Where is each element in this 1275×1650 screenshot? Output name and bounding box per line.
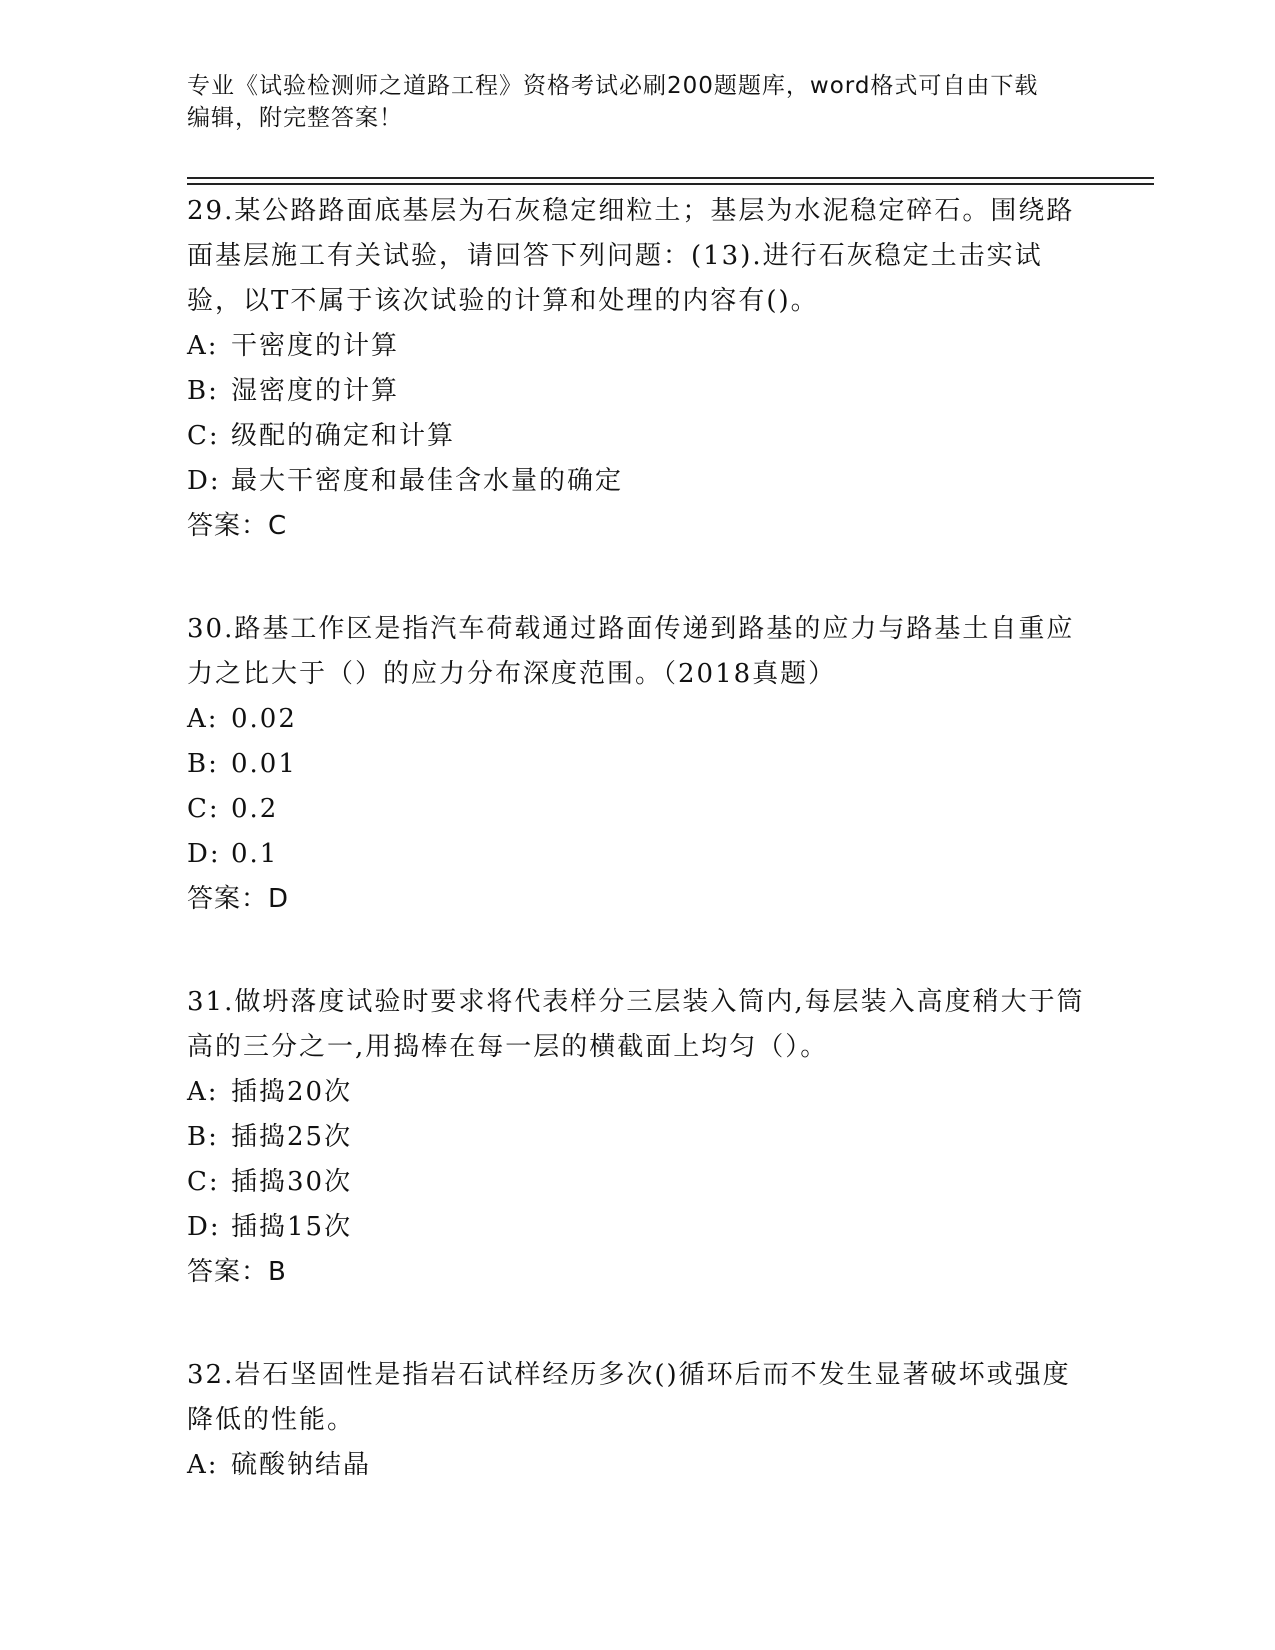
option-a [187, 697, 1087, 742]
option-text: 插捣25次 [231, 1122, 353, 1152]
question-30 [187, 607, 1087, 922]
option-text: 0.02 [231, 704, 297, 734]
option-letter: B: [187, 1122, 219, 1152]
option-a [187, 1070, 1087, 1115]
option-letter: B: [187, 376, 219, 406]
option-b [187, 742, 1087, 787]
option-text: 级配的确定和计算 [231, 421, 456, 451]
option-letter: B: [187, 749, 219, 779]
question-list [187, 189, 1087, 1546]
question-32 [187, 1353, 1087, 1488]
option-letter: C: [187, 421, 220, 451]
option-letter: A: [187, 704, 219, 734]
answer-line: 答案：C [187, 511, 288, 541]
option-a [187, 324, 1087, 369]
answer-line: 答案：D [187, 884, 290, 914]
option-letter: D: [187, 839, 221, 869]
option-text: 插捣30次 [231, 1167, 353, 1197]
option-text: 插捣15次 [231, 1212, 353, 1242]
option-text: 湿密度的计算 [231, 376, 400, 406]
option-letter: A: [187, 331, 219, 361]
header-divider-top [187, 177, 1154, 179]
option-d [187, 459, 1087, 504]
option-text: 0.2 [231, 794, 279, 824]
question-31 [187, 980, 1087, 1295]
question-stem: 29.某公路路面底基层为石灰稳定细粒土；基层为水泥稳定碎石。围绕路面基层施工有关试验，请回答下列问题：(13).进行石灰稳定土击实试验，以T不属于该次试验的计算和处理的内容有()。 [187, 196, 1075, 316]
option-d [187, 1205, 1087, 1250]
option-text: 插捣20次 [231, 1077, 353, 1107]
answer-line: 答案：B [187, 1257, 287, 1287]
option-letter: A: [187, 1450, 219, 1480]
option-b [187, 369, 1087, 414]
document-header [187, 70, 1077, 134]
header-divider-bottom [187, 183, 1154, 185]
question-29 [187, 189, 1087, 549]
question-stem: 30.路基工作区是指汽车荷载通过路面传递到路基的应力与路基土自重应力之比大于（）的应力分布深度范围。（2018真题） [187, 614, 1075, 689]
option-text: 干密度的计算 [231, 331, 400, 361]
option-text: 0.1 [231, 839, 279, 869]
option-text: 0.01 [231, 749, 297, 779]
option-text: 硫酸钠结晶 [231, 1450, 372, 1480]
option-letter: A: [187, 1077, 219, 1107]
option-a [187, 1443, 1087, 1488]
option-letter: C: [187, 1167, 220, 1197]
header-line-1: 专业《试验检测师之道路工程》资格考试必刷200题题库，word格式可自由下载 [187, 73, 1039, 99]
question-stem: 31.做坍落度试验时要求将代表样分三层装入筒内,每层装入高度稍大于筒高的三分之一,用捣棒在每一层的横截面上均匀（）。 [187, 987, 1085, 1062]
option-b [187, 1115, 1087, 1160]
option-letter: C: [187, 794, 220, 824]
option-c [187, 1160, 1087, 1205]
option-letter: D: [187, 466, 221, 496]
option-c [187, 414, 1087, 459]
option-d [187, 832, 1087, 877]
option-text: 最大干密度和最佳含水量的确定 [231, 466, 624, 496]
option-c [187, 787, 1087, 832]
question-stem: 32.岩石坚固性是指岩石试样经历多次()循环后而不发生显著破坏或强度降低的性能。 [187, 1360, 1071, 1435]
header-line-2: 编辑，附完整答案！ [187, 105, 403, 131]
option-letter: D: [187, 1212, 221, 1242]
